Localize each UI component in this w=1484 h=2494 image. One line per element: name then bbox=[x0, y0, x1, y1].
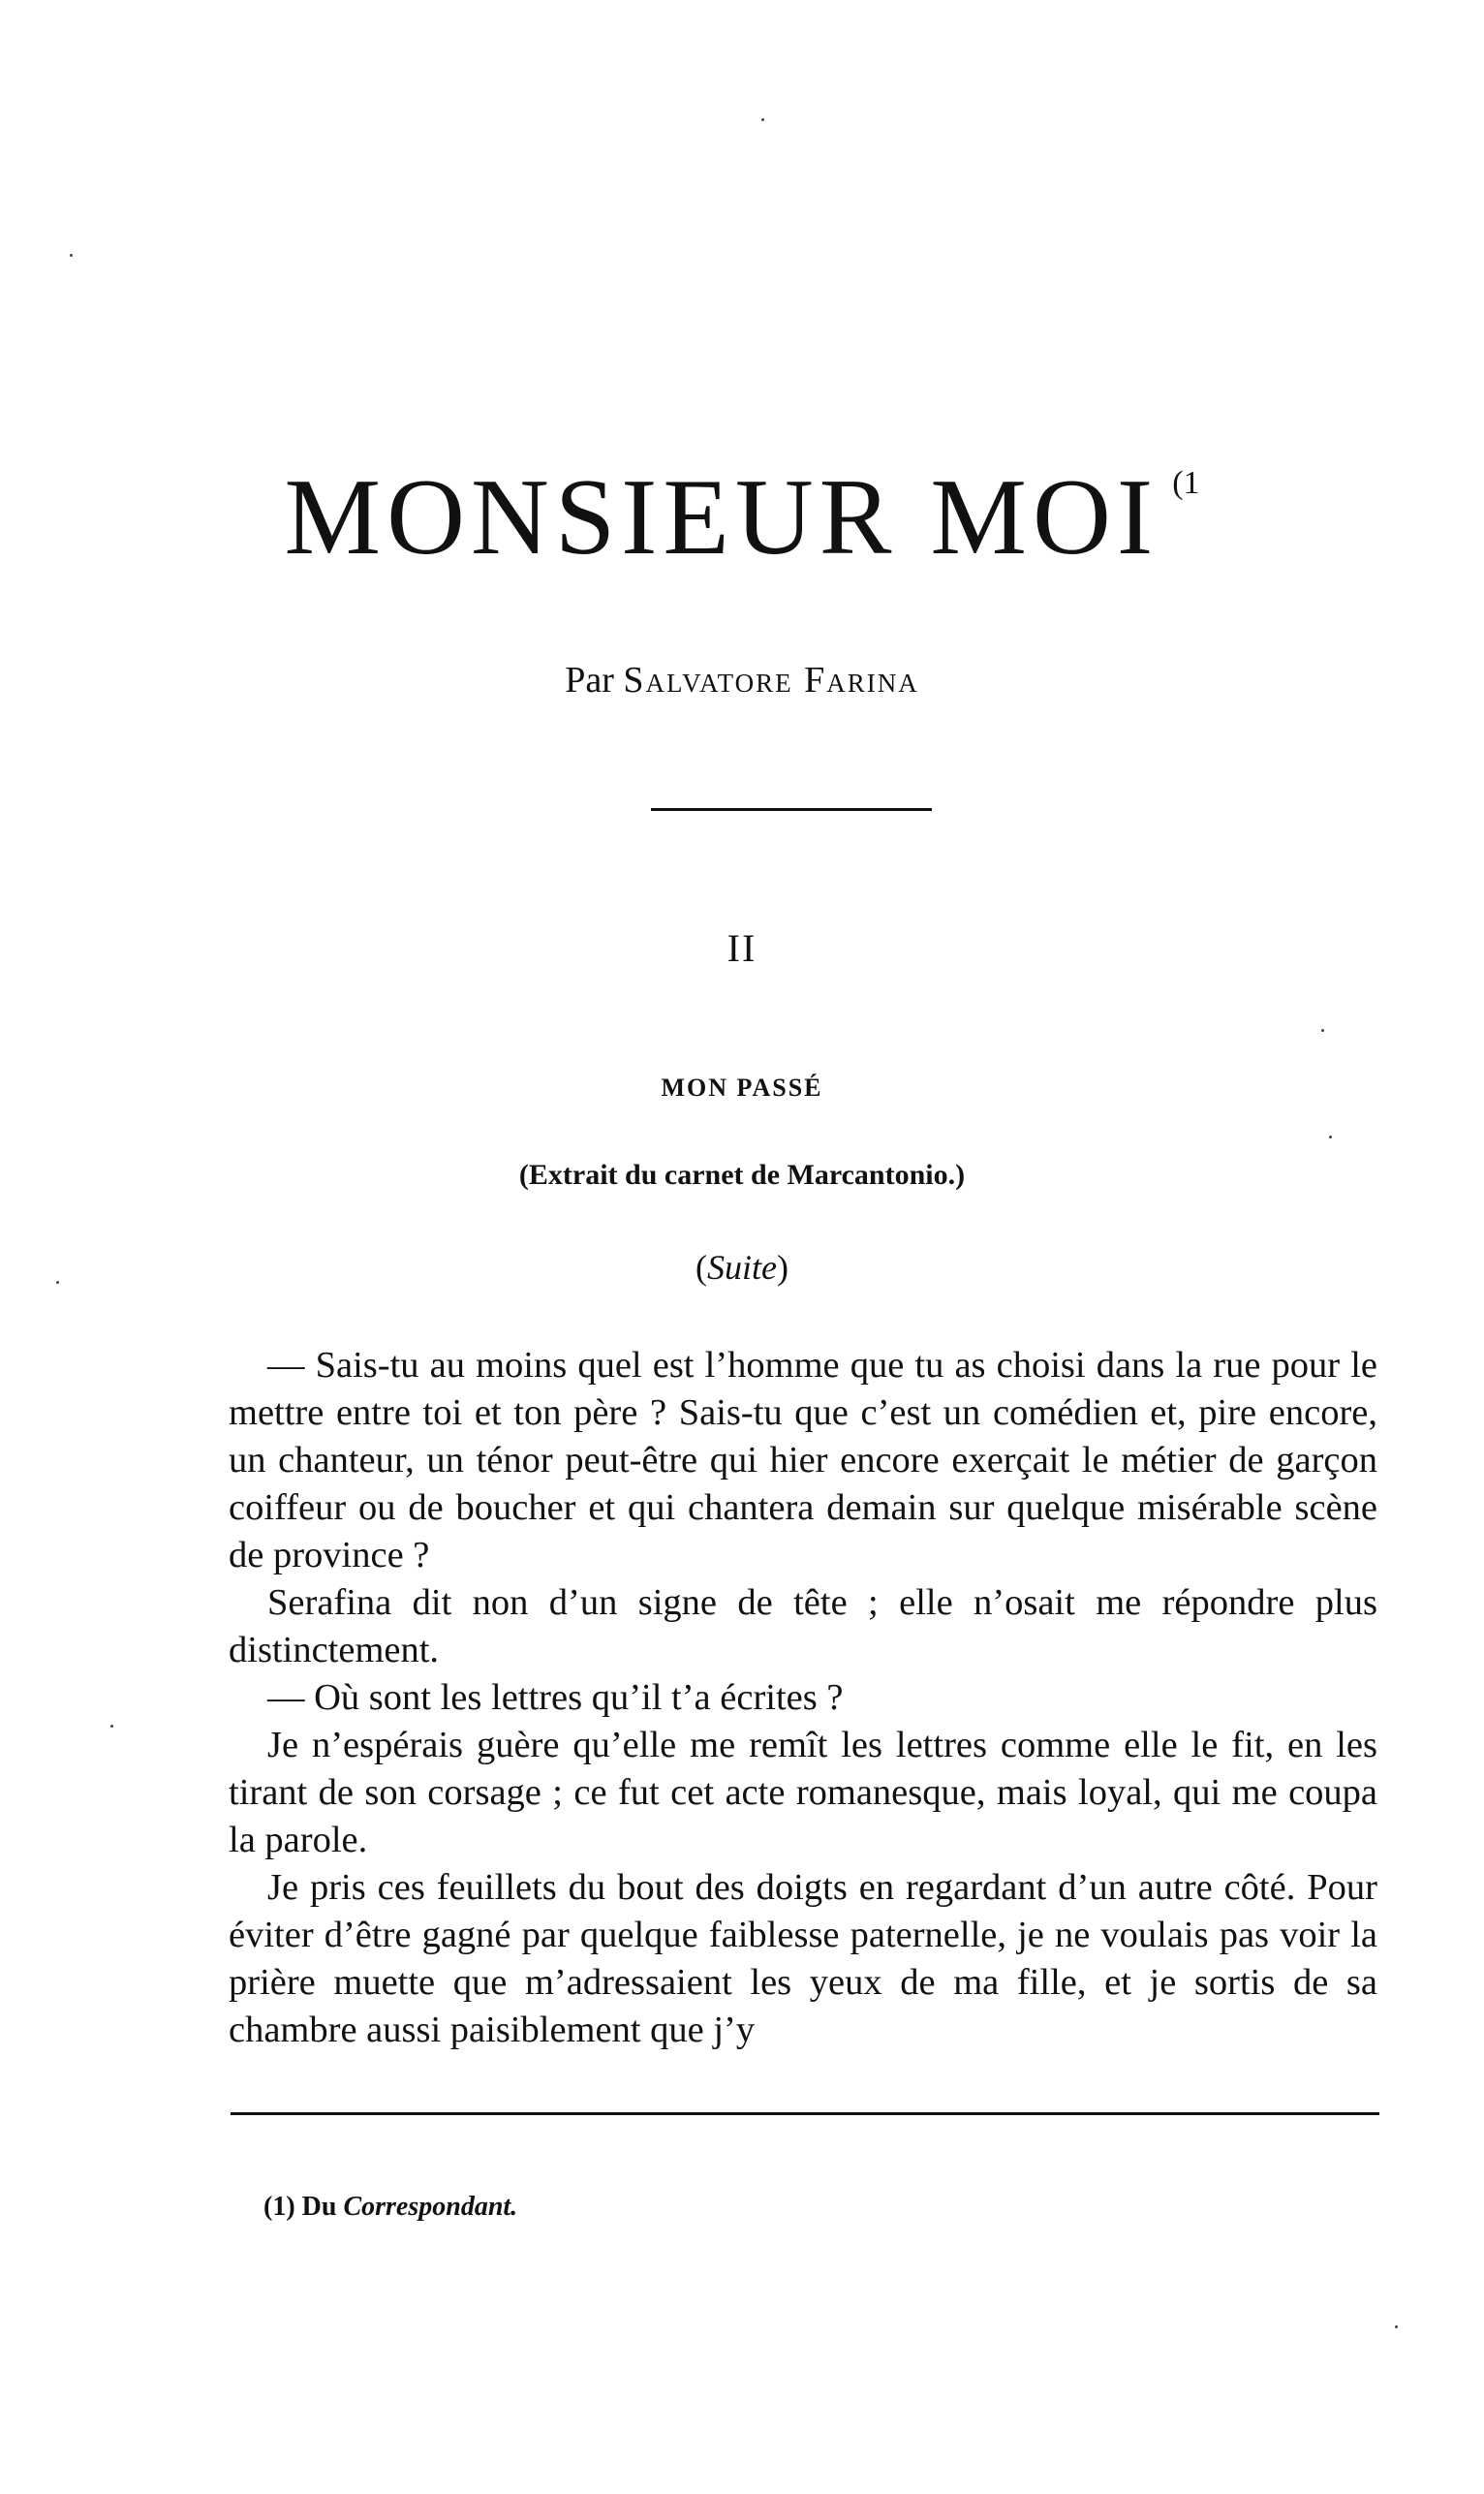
scan-speck bbox=[70, 254, 73, 257]
scan-speck bbox=[761, 118, 764, 121]
continuation-marker: (Suite) bbox=[696, 1248, 788, 1287]
continuation-text: Suite bbox=[707, 1248, 777, 1287]
footnote bbox=[263, 2192, 517, 2223]
scan-speck bbox=[1321, 1029, 1324, 1032]
title-separator-rule bbox=[651, 808, 932, 811]
author-name: Salvatore Farina bbox=[623, 660, 919, 701]
paragraph: Je pris ces feuillets du bout des doigts en regardant d’un autre côté. Pour éviter d’être gagné par quelque faiblesse paternelle, je ne voulais pas voir la prière muette que m’adressaient les yeux de ma fille, et je sortis de sa chambre aussi paisiblement que j’y bbox=[229, 1867, 1377, 2050]
scan-speck bbox=[1329, 1136, 1332, 1138]
body-text bbox=[229, 1342, 1377, 2054]
scan-speck bbox=[56, 1281, 59, 1284]
scan-speck bbox=[1395, 2325, 1398, 2328]
footnote-number: (1) bbox=[263, 2192, 295, 2222]
chapter-title: MON PASSÉ bbox=[661, 1074, 823, 1102]
paragraph: — Sais-tu au moins quel est l’homme que tu as choisi dans la rue pour le mettre entre toi et ton père ? Sais-tu que c’est un comédien et, pire encore, un chanteur, un ténor peut-être qui hier encore exerçait le métier de garçon coiffeur ou de boucher et qui chantera demain sur quelque misérable scène de province ? bbox=[229, 1345, 1377, 1575]
paragraph: Serafina dit non d’un signe de tête ; elle n’osait me répondre plus distinctement. bbox=[229, 1582, 1377, 1670]
byline-prefix: Par bbox=[565, 660, 614, 701]
article-title bbox=[0, 457, 1484, 577]
chapter-source-note: (Extrait du carnet de Marcantonio.) bbox=[518, 1159, 966, 1191]
footnote-reference: (1 bbox=[1172, 465, 1200, 501]
footnote-prefix: Du bbox=[301, 2192, 337, 2222]
byline bbox=[0, 659, 1484, 703]
footnote-source: Correspondant. bbox=[343, 2192, 518, 2222]
paragraph: Je n’espérais guère qu’elle me remît les lettres comme elle le fit, en les tirant de son corsage ; ce fut cet acte romanesque, mais loyal, qui me coupa la parole. bbox=[229, 1725, 1377, 1860]
scan-speck bbox=[110, 1725, 113, 1728]
footnote-separator-rule bbox=[231, 2112, 1379, 2115]
article-title-text: MONSIEUR MOI bbox=[284, 457, 1159, 577]
chapter-number: II bbox=[727, 926, 757, 970]
paragraph: — Où sont les lettres qu’il t’a écrites ? bbox=[267, 1677, 844, 1718]
